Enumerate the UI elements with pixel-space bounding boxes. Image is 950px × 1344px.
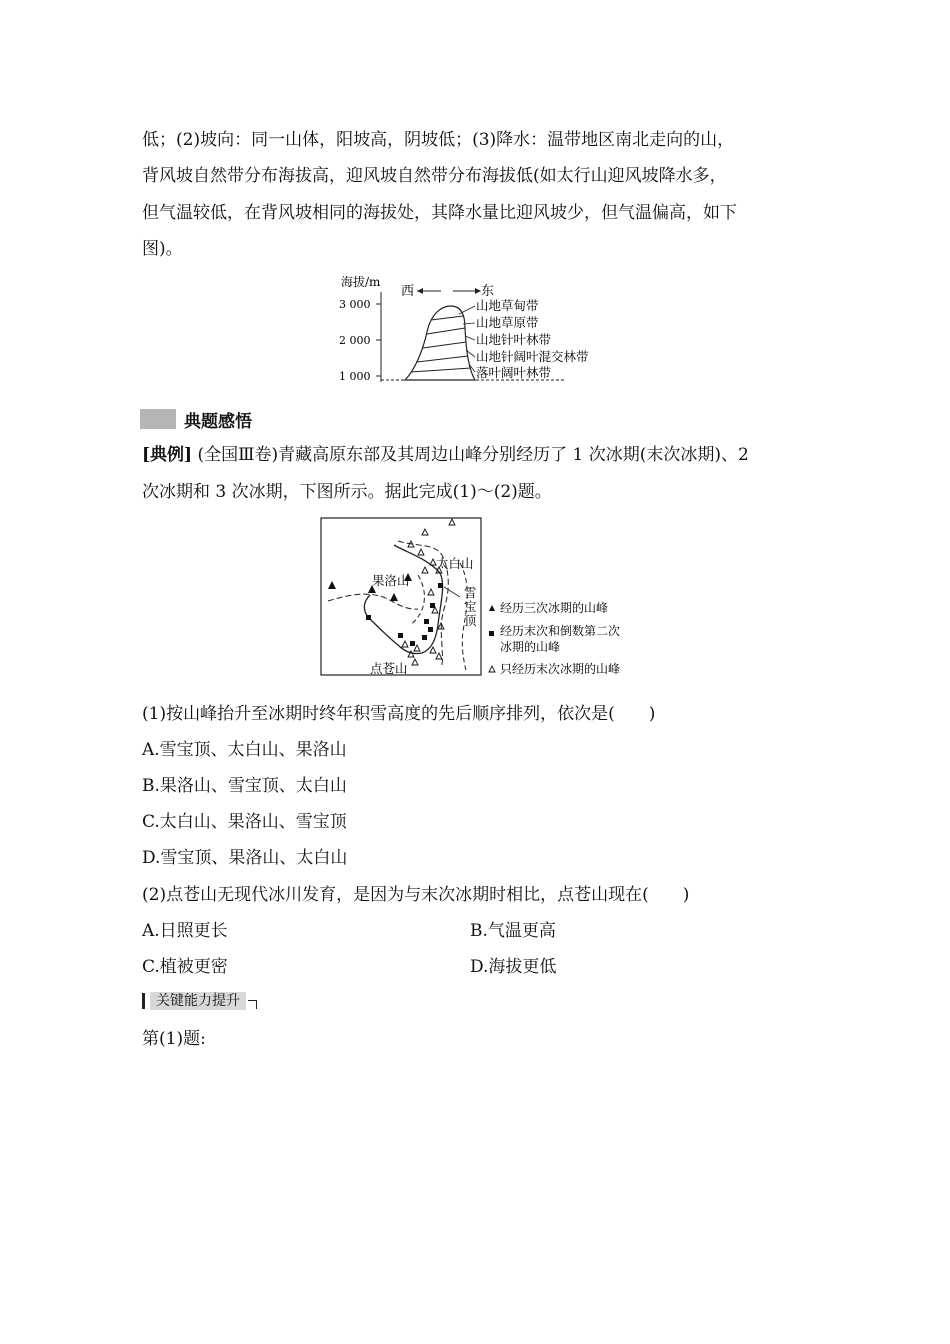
example-tag: [典例] <box>142 445 193 465</box>
q2-option-c[interactable]: C.植被更密 <box>142 957 228 977</box>
tag-label: 关键能力提升 <box>150 992 246 1010</box>
east-label: 东 <box>481 284 495 299</box>
q2-option-b[interactable]: B.气温更高 <box>470 921 556 941</box>
main-boundary <box>364 545 442 654</box>
q2-option-d[interactable]: D.海拔更低 <box>470 957 557 977</box>
label-diancang: 点苍山 <box>370 661 408 676</box>
q1-option-d[interactable]: D.雪宝顶、果洛山、太白山 <box>142 848 348 868</box>
section-title: 典题感悟 <box>184 411 252 432</box>
belt-mixed: 山地针阔叶混交林带 <box>476 349 589 364</box>
section-bar <box>140 409 176 429</box>
legend-two-a: 经历末次和倒数第二次 <box>500 624 621 638</box>
intro-line-3: 但气温较低，在背风坡相同的海拔处，其降水量比迎风坡少，但气温偏高，如下 <box>142 203 737 223</box>
label-xuebao-3: 顶 <box>464 613 477 628</box>
intro-line-1: 低；(2)坡向：同一山体，阳坡高，阴坡低；(3)降水：温带地区南北走向的山， <box>142 130 735 150</box>
belt-meadow: 山地草甸带 <box>476 298 539 313</box>
mountain-outline <box>405 306 475 380</box>
q2-stem: (2)点苍山无现代冰川发育，是因为与末次冰期时相比，点苍山现在( ) <box>142 885 690 905</box>
q1-stem: (1)按山峰抬升至冰期时终年积雪高度的先后顺序排列，依次是( ) <box>142 704 656 724</box>
legend-one: 只经历末次冰期的山峰 <box>500 662 621 676</box>
section-header <box>140 408 252 430</box>
part-1-heading: 第(1)题: <box>142 1029 206 1049</box>
belt-conifer: 山地针叶林带 <box>476 332 552 347</box>
west-label: 西 <box>401 284 415 299</box>
belt-steppe: 山地草原带 <box>476 315 539 330</box>
tick-1000: 1 000 <box>339 370 371 383</box>
tick-3000: 3 000 <box>339 298 371 311</box>
mountain-belt-figure <box>335 270 625 390</box>
legend-two-b: 冰期的山峰 <box>500 640 561 654</box>
q2-option-a[interactable]: A.日照更长 <box>142 921 228 941</box>
altitude-axis-label: 海拔/m <box>341 275 381 289</box>
example-line-2: 次冰期和 3 次冰期，下图所示。据此完成(1)～(2)题。 <box>142 482 552 502</box>
label-xuebao-2: 宝 <box>464 599 477 614</box>
tag-bar <box>142 993 145 1009</box>
label-xuebao-1: 雪 <box>464 585 477 600</box>
example-text-1: (全国Ⅲ卷)青藏高原东部及其周边山峰分别经历了 1 次冰期(末次冰期)、2 <box>192 445 749 465</box>
intro-line-4: 图)。 <box>142 239 183 259</box>
key-ability-tag <box>142 992 257 1010</box>
example-line-1 <box>142 443 749 467</box>
label-taibai: 太白山 <box>436 556 474 571</box>
label-guoluo: 果洛山 <box>372 573 410 588</box>
legend-three: 经历三次冰期的山峰 <box>500 601 609 615</box>
belt-deciduous: 落叶阔叶林带 <box>476 365 552 380</box>
glaciation-map <box>318 515 648 679</box>
q1-option-c[interactable]: C.太白山、果洛山、雪宝顶 <box>142 812 347 832</box>
tag-hook <box>248 1000 257 1009</box>
q1-option-a[interactable]: A.雪宝顶、太白山、果洛山 <box>142 740 347 760</box>
tick-2000: 2 000 <box>339 334 371 347</box>
intro-line-2: 背风坡自然带分布海拔高，迎风坡自然带分布海拔低(如太行山迎风坡降水多， <box>142 166 727 186</box>
q1-option-b[interactable]: B.果洛山、雪宝顶、太白山 <box>142 776 347 796</box>
